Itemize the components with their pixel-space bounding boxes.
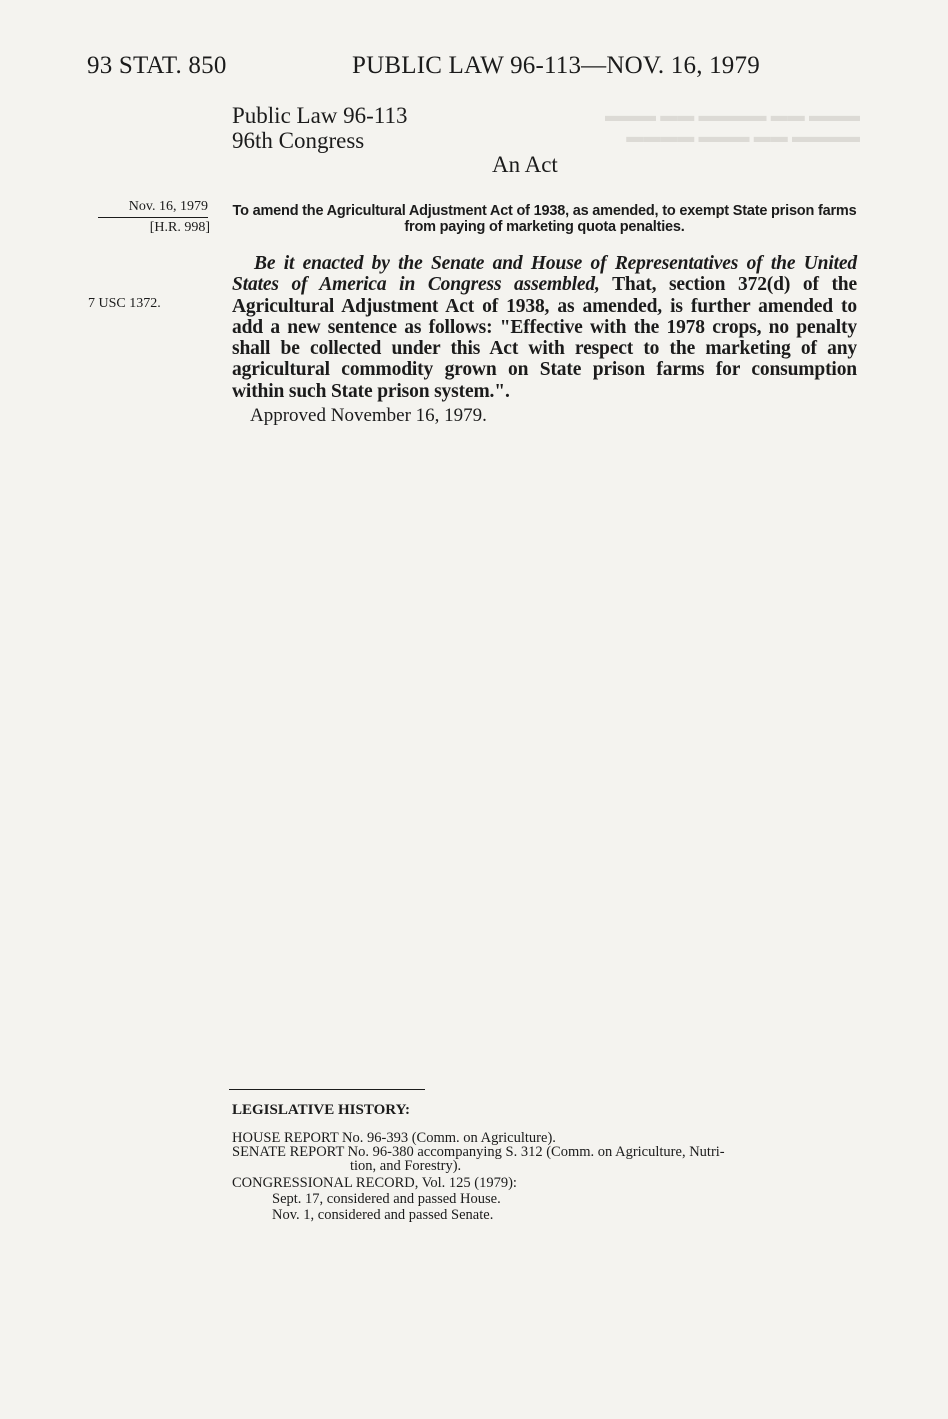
record-entry-house: Sept. 17, considered and passed House.: [272, 1191, 501, 1207]
enacting-clause: Be it enacted by the Senate and House of Representatives of the United States of America in Congress assembled,: [232, 253, 857, 296]
congress-number: 96th Congress: [232, 128, 365, 153]
public-law-number: Public Law 96-113: [232, 103, 408, 128]
senate-report-line-1: SENATE REPORT No. 96-380 accompanying S. 312 (Comm. on Agriculture, Nutri-: [232, 1144, 725, 1160]
house-report: HOUSE REPORT No. 96-393 (Comm. on Agriculture).: [232, 1130, 556, 1146]
margin-bill-note: [H.R. 998]: [149, 220, 210, 235]
margin-usc-citation: 7 USC 1372.: [88, 296, 161, 311]
section-divider: [229, 1089, 425, 1090]
act-body: [232, 253, 857, 402]
margin-date-note: Nov. 16, 1979: [98, 199, 208, 218]
act-heading: An Act: [492, 152, 558, 177]
approval-date: Approved November 16, 1979.: [250, 405, 487, 426]
statute-page-number: 93 STAT. 850: [87, 52, 227, 79]
act-purpose: To amend the Agricultural Adjustment Act of 1938, as amended, to exempt State prison farms from paying of marketing quota penalties.: [232, 203, 857, 235]
running-header: PUBLIC LAW 96-113—NOV. 16, 1979: [352, 52, 760, 79]
senate-report: [232, 1145, 862, 1173]
act-text: That, section 372(d) of the Agricultural Adjustment Act of 1938, as amended, is further amended to add a new sentence as follows: "Effective with the 1978 crops, no penalty shall be collected under this Act with respect to the marketing of any agricultural commodity grown on State prison farms for consumption within such State prison system.".: [232, 274, 857, 402]
senate-report-line-2: tion, and Forestry).: [350, 1158, 462, 1174]
record-entry-senate: Nov. 1, considered and passed Senate.: [272, 1207, 494, 1223]
legislative-history-heading: LEGISLATIVE HISTORY:: [232, 1102, 411, 1118]
bleed-through-text: ▬▬▬ ▬▬ ▬▬▬▬ ▬▬ ▬▬▬ ▬▬▬▬ ▬▬ ▬▬▬ ▬▬▬▬: [605, 106, 860, 146]
congressional-record: CONGRESSIONAL RECORD, Vol. 125 (1979):: [232, 1175, 517, 1191]
